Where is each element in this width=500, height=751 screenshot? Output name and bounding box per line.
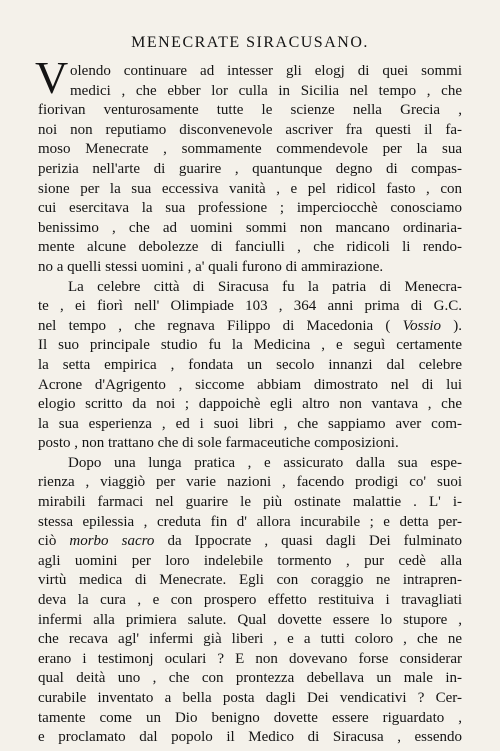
text-line: e proclamato dal popolo il Medico di Siracusa , essendo: [38, 729, 462, 746]
text-line: ciò morbo sacro da Ippocrate , quasi dagli Dei fulminato: [38, 533, 462, 550]
text-line: perizia nell'arte di guarire , quantunque degno di compas-: [38, 160, 462, 177]
text-line: la setta empirica , fondata un secolo innanzi dal celebre: [38, 356, 462, 373]
text-line: elogio scritto da noi ; dappoichè egli altro non vantava , che: [38, 396, 462, 413]
text-line: deva la cura , e con prospero effetto restituiva i travagliati: [38, 592, 462, 609]
text-line: sione per la sua eccessiva vanità , e pel ridicol fasto , con: [38, 180, 462, 197]
text-line: nel tempo , che regnava Filippo di Macedonia ( Vossio ).: [38, 317, 462, 334]
text-line: virtù medica di Menecrate. Egli con coraggio ne intrapren-: [38, 572, 462, 589]
text-line: medici , che ebber lor culla in Sicilia nel tempo , che: [70, 82, 462, 99]
text-line: La celebre città di Siracusa fu la patria di Menecra-: [68, 278, 462, 295]
page-title: MENECRATE SIRACUSANO.: [131, 34, 369, 51]
text-line: benissimo , che ad uomini sommi non mancano ordinaria-: [38, 219, 462, 236]
drop-cap: V: [35, 52, 69, 103]
text-line: no a quelli stessi uomini , a' quali furono di ammirazione.: [38, 258, 384, 275]
text-line: mente alcune debolezze di fanciulli , che ridicoli li rendo-: [38, 239, 462, 256]
text-line: moso Menecrate , sommamente commendevole per la sua: [38, 141, 462, 158]
text-line: infermi alla primiera salute. Qual dovette essere lo stupore ,: [38, 611, 462, 628]
text-line: Acrone d'Agrigento , siccome abbiam dimostrato nel di lui: [38, 376, 462, 393]
body-text: [38, 62, 462, 748]
text-line: te , ei fiorì nell' Olimpiade 103 , 364 anni prima di G.C.: [38, 298, 462, 315]
text-line: tamente come un Dio benigno dovette essere riguardato ,: [38, 709, 462, 726]
text-line: stessa epilessia , creduta fin d' allora incurabile ; e detta per-: [38, 513, 462, 530]
text-line: Dopo una lunga pratica , e assicurato dalla sua espe-: [68, 454, 462, 471]
text-line: che recava agl' infermi già liberi , e a tutti coloro , che ne: [38, 631, 462, 648]
text-line: olendo continuare ad intesser gli elogj di quei sommi: [70, 63, 462, 79]
text-line: fiorivan venturosamente tutte le scienze nella Grecia ,: [38, 102, 462, 119]
text-line: qual deità uno , che con prontezza debellava un male in-: [38, 670, 462, 687]
text-line: posto , non trattano che di sole farmaceutiche composizioni.: [38, 435, 399, 452]
paragraph: [38, 278, 462, 454]
document-page: [35, 34, 462, 748]
text-line: mirabili farmaci nel guarire le più ostinate malattie . L' i-: [38, 494, 462, 511]
text-line: noi non reputiamo disconvenevole ascriver fra questi il fa-: [38, 121, 462, 138]
emphasis: morbo sacro: [69, 533, 155, 550]
text-line: agli uomini per loro indelebile tormento , pur cedè alla: [38, 552, 462, 569]
text-line: curabile inventato a bella posta dagli Dei vendicativi ? Cer-: [38, 690, 462, 706]
text-line: erano i testimonj oculari ? E non dovevano forse considerar: [38, 650, 462, 667]
text-line: rienza , viaggiò per varie nazioni , facendo prodigi co' suoi: [38, 474, 462, 491]
paragraph: [38, 62, 462, 278]
paragraph: [38, 454, 462, 748]
emphasis: Vossio: [402, 317, 442, 334]
text-line: Il suo principale studio fu la Medicina , e seguì certamente: [38, 337, 462, 354]
text-line: cui esercitava la sua professione ; imperciocchè conosciamo: [38, 200, 462, 217]
text-line: la sua esperienza , ed i suoi libri , che sappiamo aver com-: [38, 415, 462, 432]
